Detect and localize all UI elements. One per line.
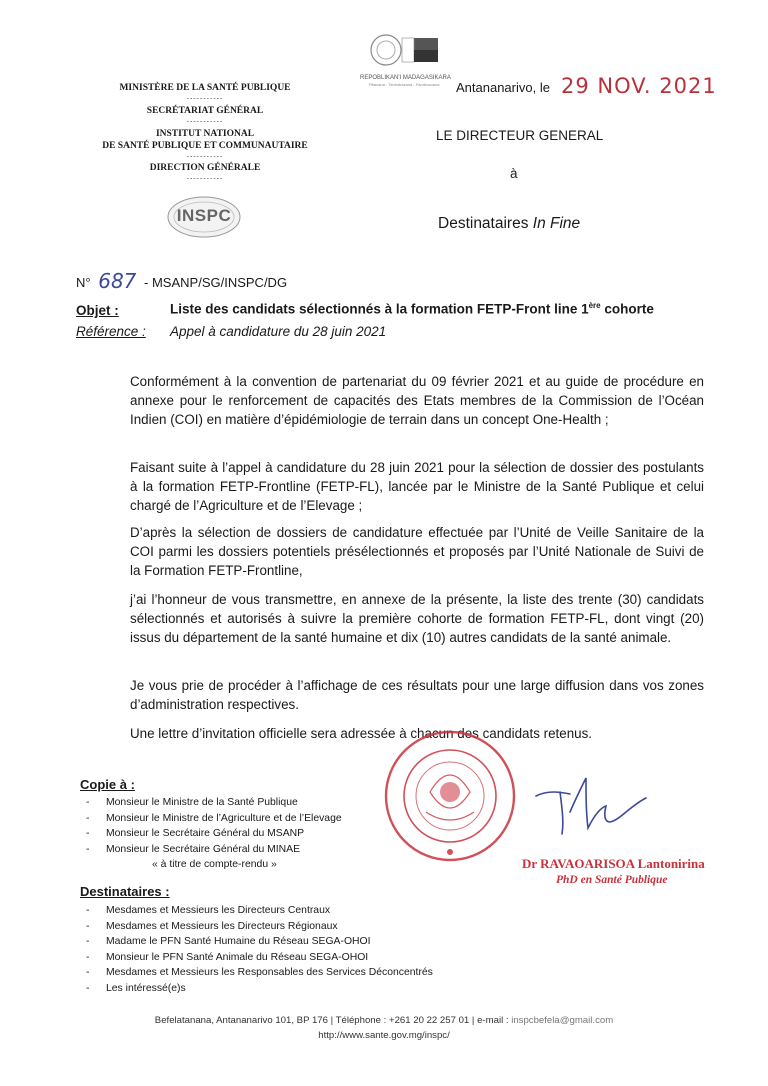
list-item: - Monsieur le Secrétaire Général du MINAE — [86, 843, 301, 855]
copie-label: Copie à : — [80, 777, 135, 792]
national-emblem — [360, 28, 451, 87]
recipients-header — [438, 215, 580, 233]
objet-main: Liste des candidats sélectionnés à la formation FETP-Front line 1 — [170, 301, 589, 317]
institute-name-2: DE SANTÉ PUBLIQUE ET COMMUNAUTAIRE — [102, 141, 308, 151]
list-item: - Mesdames et Messieurs les Directeurs Régionaux — [86, 920, 338, 932]
destinataires-label: Destinataires : — [80, 884, 170, 899]
divider: ----------- — [186, 152, 224, 160]
list-item: - Mesdames et Messieurs les Responsables des Services Déconcentrés — [86, 967, 433, 979]
objet-sup: ère — [588, 301, 601, 310]
signatory-title: PhD en Santé Publique — [556, 874, 668, 886]
direction-name: DIRECTION GÉNÉRALE — [149, 163, 261, 173]
reference-number — [76, 268, 287, 292]
copie-item: Monsieur le Secrétaire Général du MINAE — [106, 843, 301, 855]
divider: ----------- — [186, 94, 224, 102]
signatory-name: Dr RAVAOARISOA Lantonirina — [522, 856, 705, 871]
copie-item: Monsieur le Secrétaire Général du MSANP — [106, 828, 305, 840]
inspc-logo-text: INSPC — [176, 206, 232, 225]
destinataire-item: Mesdames et Messieurs les Directeurs Régionaux — [106, 920, 338, 932]
paragraph-2: Faisant suite à l’appel à candidature du 28 juin 2021 pour la sélection de dossier des postulants à la formation FETP-Frontline (FETP-FL), lancée par le Ministre de la Santé Publique et celui chargé de l’Agriculture et de l’Elevage ; — [130, 460, 704, 513]
paragraph-3: D’après la sélection de dossiers de candidature effectuée par l’Unité de Veille Sanitaire de la COI parmi les dossiers potentiels présélectionnés et proposés par l’Unité Nationale de Suivi de la Formation FETP-Frontline, — [130, 525, 704, 578]
number-suffix: - MSANP/SG/INSPC/DG — [144, 275, 288, 290]
emblem-caption: REPOBLIKAN'I MADAGASIKARA — [360, 75, 451, 81]
destinataire-item: Mesdames et Messieurs les Directeurs Centraux — [106, 905, 331, 916]
objet-text — [170, 301, 654, 317]
copie-list — [80, 795, 400, 857]
inspc-logo — [165, 194, 243, 240]
paragraph-1: Conformément à la convention de partenariat du 09 février 2021 et au guide de procédure en annexe pour le renforcement de capacités des Etats membres de la Commission de l’Océan Indien (COI) en matière d’épidémiologie de terrain dans un concept One-Health ; — [130, 374, 704, 427]
copie-item: Monsieur le Ministre de la Santé Publique — [106, 797, 298, 808]
paragraph-6: Une lettre d’invitation officielle sera adressée à chacun des candidats retenus. — [130, 726, 593, 741]
reference-text: Appel à candidature du 28 juin 2021 — [170, 324, 387, 339]
footer-address — [0, 1015, 768, 1026]
secretariat-name: SECRÉTARIAT GÉNÉRAL — [146, 106, 264, 116]
divider: ----------- — [186, 174, 224, 182]
paragraph-5: Je vous prie de procéder à l’affichage de ces résultats pour une large diffusion dans vos zones d’administration respectives. — [130, 678, 704, 712]
copie-item: Monsieur le Ministre de l’Agriculture et de l’Elevage — [106, 812, 342, 824]
objet-label: Objet : — [76, 303, 119, 318]
number-value: 687 — [98, 269, 137, 293]
ministry-header — [70, 82, 340, 182]
destinataire-item: Mesdames et Messieurs les Responsables des Services Déconcentrés — [106, 967, 433, 979]
signature-icon — [530, 772, 660, 842]
copie-note: « à titre de compte-rendu » — [152, 859, 277, 870]
footer-website[interactable]: http://www.sante.gov.mg/inspc/ — [318, 1030, 450, 1041]
list-item: - Monsieur le Secrétaire Général du MSANP — [86, 828, 305, 840]
destinataire-item: Madame le PFN Santé Humaine du Réseau SEGA-OHOI — [106, 936, 371, 948]
list-item: - Monsieur le Ministre de l’Agriculture et de l’Elevage — [86, 812, 342, 824]
number-prefix: N° — [76, 275, 91, 290]
sender-title: LE DIRECTEUR GENERAL — [436, 128, 604, 143]
destinataire-item: Les intéressé(e)s — [106, 982, 186, 994]
recipients-header-italic: In Fine — [532, 215, 581, 232]
objet-after: cohorte — [600, 301, 654, 317]
list-item: - Monsieur le Ministre de la Santé Publique — [86, 797, 298, 808]
ministry-name: MINISTÈRE DE LA SANTÉ PUBLIQUE — [119, 83, 291, 93]
recipients-header-text: Destinataires — [438, 215, 529, 232]
place-label: Antananarivo, le — [456, 80, 550, 95]
signature — [530, 772, 660, 842]
footer-email-link[interactable]: inspcbefela@gmail.com — [511, 1015, 614, 1026]
list-item: - Madame le PFN Santé Humaine du Réseau SEGA-OHOI — [86, 936, 371, 948]
a-label: à — [510, 166, 518, 181]
paragraph-4: j’ai l’honneur de vous transmettre, en annexe de la présente, la liste des trente (30) candidats sélectionnés et autorisés à suivre la première cohorte de formation FETP-FL, dont vingt (20) issus du département de la santé humaine et dix (10) autres candidats de la santé animale. — [130, 592, 704, 645]
reference-label: Référence : — [76, 324, 146, 339]
list-item: - Mesdames et Messieurs les Directeurs Centraux — [86, 905, 331, 916]
list-item: - Les intéressé(e)s — [86, 982, 186, 994]
stamp-icon — [382, 728, 518, 864]
date-stamp: 29 NOV. 2021 — [561, 74, 717, 98]
emblem-motto: Fitiavana - Tanindrazana - Fandrosoana — [368, 82, 440, 87]
institute-name-1: INSTITUT NATIONAL — [155, 129, 255, 139]
official-stamp — [382, 728, 518, 864]
destinataire-item: Monsieur le PFN Santé Animale du Réseau SEGA-OHOI — [106, 951, 369, 963]
emblem-icon — [364, 28, 444, 72]
list-item: - Monsieur le PFN Santé Animale du Réseau SEGA-OHOI — [86, 951, 369, 963]
divider: ----------- — [186, 117, 224, 125]
footer-line: Befelatanana, Antananarivo 101, BP 176 | Téléphone : +261 20 22 257 01 | e-mail : — [154, 1015, 512, 1026]
destinataires-list — [80, 903, 500, 997]
